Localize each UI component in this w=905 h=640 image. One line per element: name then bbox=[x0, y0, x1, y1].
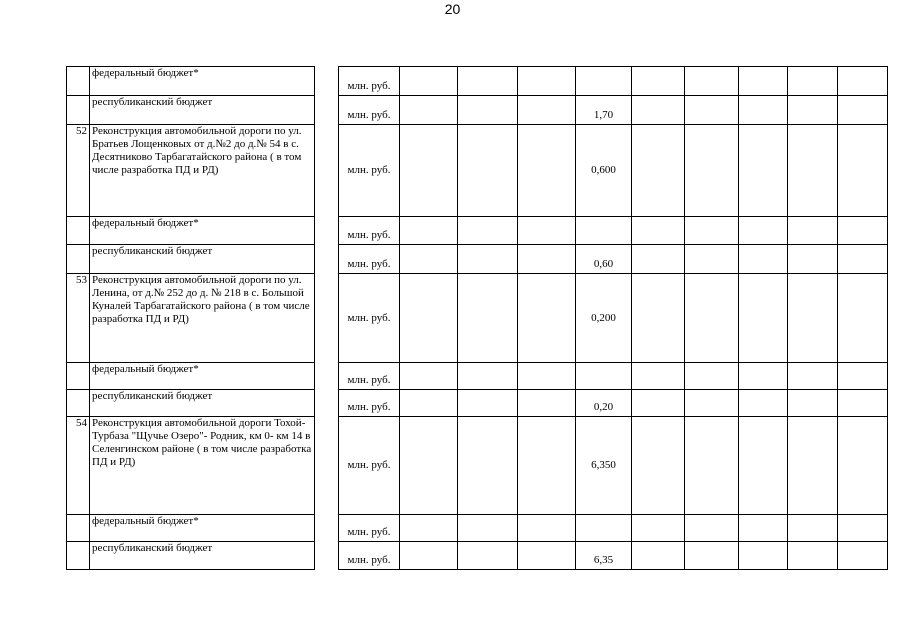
budget-source-row bbox=[67, 96, 888, 125]
empty-cell bbox=[400, 67, 458, 96]
unit-cell: млн. руб. bbox=[339, 245, 400, 274]
budget-table bbox=[66, 66, 888, 570]
empty-cell bbox=[632, 217, 685, 245]
unit-cell: млн. руб. bbox=[339, 390, 400, 417]
empty-cell bbox=[400, 363, 458, 390]
row-name-cell: республиканский бюджет bbox=[90, 542, 315, 570]
spacer-cell bbox=[315, 515, 339, 542]
empty-cell bbox=[739, 125, 788, 217]
empty-cell bbox=[838, 217, 888, 245]
empty-cell bbox=[518, 390, 576, 417]
spacer-cell bbox=[315, 96, 339, 125]
value-cell bbox=[576, 515, 632, 542]
empty-cell bbox=[788, 390, 838, 417]
row-number-cell bbox=[67, 245, 90, 274]
empty-cell bbox=[788, 96, 838, 125]
budget-source-row bbox=[67, 542, 888, 570]
empty-cell bbox=[838, 96, 888, 125]
empty-cell bbox=[632, 390, 685, 417]
empty-cell bbox=[458, 96, 518, 125]
spacer-cell bbox=[315, 390, 339, 417]
empty-cell bbox=[632, 96, 685, 125]
empty-cell bbox=[458, 245, 518, 274]
empty-cell bbox=[400, 96, 458, 125]
row-number-cell bbox=[67, 363, 90, 390]
spacer-cell bbox=[315, 245, 339, 274]
empty-cell bbox=[400, 417, 458, 515]
empty-cell bbox=[788, 542, 838, 570]
project-row bbox=[67, 125, 888, 217]
value-cell: 0,20 bbox=[576, 390, 632, 417]
empty-cell bbox=[788, 417, 838, 515]
project-row bbox=[67, 417, 888, 515]
empty-cell bbox=[632, 67, 685, 96]
empty-cell bbox=[518, 245, 576, 274]
empty-cell bbox=[458, 363, 518, 390]
empty-cell bbox=[685, 245, 739, 274]
spacer-cell bbox=[315, 417, 339, 515]
budget-source-row bbox=[67, 245, 888, 274]
empty-cell bbox=[685, 125, 739, 217]
row-name-cell: федеральный бюджет* bbox=[90, 515, 315, 542]
empty-cell bbox=[518, 363, 576, 390]
empty-cell bbox=[400, 245, 458, 274]
budget-source-row bbox=[67, 390, 888, 417]
empty-cell bbox=[739, 542, 788, 570]
unit-cell: млн. руб. bbox=[339, 67, 400, 96]
empty-cell bbox=[458, 217, 518, 245]
empty-cell bbox=[458, 542, 518, 570]
empty-cell bbox=[739, 96, 788, 125]
empty-cell bbox=[685, 542, 739, 570]
row-number-cell: 54 bbox=[67, 417, 90, 515]
empty-cell bbox=[458, 125, 518, 217]
budget-source-row bbox=[67, 515, 888, 542]
budget-source-row bbox=[67, 67, 888, 96]
row-name-cell: республиканский бюджет bbox=[90, 390, 315, 417]
empty-cell bbox=[838, 274, 888, 363]
empty-cell bbox=[458, 67, 518, 96]
empty-cell bbox=[685, 390, 739, 417]
value-cell: 6,35 bbox=[576, 542, 632, 570]
empty-cell bbox=[788, 217, 838, 245]
empty-cell bbox=[739, 390, 788, 417]
empty-cell bbox=[685, 363, 739, 390]
row-name-cell: федеральный бюджет* bbox=[90, 67, 315, 96]
unit-cell: млн. руб. bbox=[339, 274, 400, 363]
unit-cell: млн. руб. bbox=[339, 363, 400, 390]
page-number: 20 bbox=[444, 1, 461, 17]
empty-cell bbox=[400, 542, 458, 570]
row-number-cell bbox=[67, 67, 90, 96]
value-cell: 0,60 bbox=[576, 245, 632, 274]
unit-cell: млн. руб. bbox=[339, 217, 400, 245]
empty-cell bbox=[788, 274, 838, 363]
empty-cell bbox=[739, 363, 788, 390]
empty-cell bbox=[739, 67, 788, 96]
empty-cell bbox=[632, 245, 685, 274]
empty-cell bbox=[685, 417, 739, 515]
empty-cell bbox=[518, 125, 576, 217]
empty-cell bbox=[518, 515, 576, 542]
value-cell bbox=[576, 67, 632, 96]
empty-cell bbox=[685, 217, 739, 245]
value-cell bbox=[576, 363, 632, 390]
spacer-cell bbox=[315, 125, 339, 217]
empty-cell bbox=[632, 274, 685, 363]
table-body bbox=[67, 67, 888, 570]
empty-cell bbox=[400, 125, 458, 217]
empty-cell bbox=[518, 96, 576, 125]
spacer-cell bbox=[315, 363, 339, 390]
empty-cell bbox=[739, 217, 788, 245]
row-name-cell: Реконструкция автомобильной дороги Тохой- Турбаза "Щучье Озеро"- Родник, км 0- км 14 в Селенгинском районе ( в том числе разработка ПД и РД) bbox=[90, 417, 315, 515]
empty-cell bbox=[788, 515, 838, 542]
budget-source-row bbox=[67, 217, 888, 245]
unit-cell: млн. руб. bbox=[339, 417, 400, 515]
empty-cell bbox=[838, 245, 888, 274]
row-name-cell: Реконструкция автомобильной дороги по ул. Братьев Лощенковых от д.№2 до д.№ 54 в с. Десятниково Тарбагатайского района ( в том числе разработка ПД и РД) bbox=[90, 125, 315, 217]
unit-cell: млн. руб. bbox=[339, 96, 400, 125]
empty-cell bbox=[838, 417, 888, 515]
empty-cell bbox=[518, 217, 576, 245]
empty-cell bbox=[400, 390, 458, 417]
empty-cell bbox=[518, 542, 576, 570]
budget-source-row bbox=[67, 363, 888, 390]
empty-cell bbox=[400, 515, 458, 542]
empty-cell bbox=[632, 515, 685, 542]
empty-cell bbox=[632, 542, 685, 570]
empty-cell bbox=[788, 125, 838, 217]
empty-cell bbox=[632, 363, 685, 390]
empty-cell bbox=[838, 67, 888, 96]
row-name-cell: республиканский бюджет bbox=[90, 245, 315, 274]
row-number-cell: 52 bbox=[67, 125, 90, 217]
empty-cell bbox=[788, 363, 838, 390]
empty-cell bbox=[739, 515, 788, 542]
empty-cell bbox=[685, 67, 739, 96]
empty-cell bbox=[518, 274, 576, 363]
row-number-cell bbox=[67, 542, 90, 570]
row-number-cell bbox=[67, 217, 90, 245]
value-cell bbox=[576, 217, 632, 245]
empty-cell bbox=[838, 363, 888, 390]
empty-cell bbox=[838, 542, 888, 570]
row-number-cell bbox=[67, 515, 90, 542]
row-name-cell: федеральный бюджет* bbox=[90, 217, 315, 245]
empty-cell bbox=[788, 245, 838, 274]
empty-cell bbox=[458, 274, 518, 363]
empty-cell bbox=[739, 274, 788, 363]
empty-cell bbox=[518, 417, 576, 515]
unit-cell: млн. руб. bbox=[339, 542, 400, 570]
spacer-cell bbox=[315, 217, 339, 245]
empty-cell bbox=[685, 274, 739, 363]
project-row bbox=[67, 274, 888, 363]
value-cell: 0,200 bbox=[576, 274, 632, 363]
row-number-cell bbox=[67, 390, 90, 417]
spacer-cell bbox=[315, 67, 339, 96]
unit-cell: млн. руб. bbox=[339, 125, 400, 217]
empty-cell bbox=[518, 67, 576, 96]
empty-cell bbox=[838, 515, 888, 542]
empty-cell bbox=[458, 515, 518, 542]
empty-cell bbox=[685, 96, 739, 125]
row-name-cell: федеральный бюджет* bbox=[90, 363, 315, 390]
value-cell: 0,600 bbox=[576, 125, 632, 217]
value-cell: 1,70 bbox=[576, 96, 632, 125]
empty-cell bbox=[788, 67, 838, 96]
empty-cell bbox=[400, 217, 458, 245]
row-name-cell: Реконструкция автомобильной дороги по ул. Ленина, от д.№ 252 до д. № 218 в с. Большой Куналей Тарбагатайского района ( в том числе разработка ПД и РД) bbox=[90, 274, 315, 363]
empty-cell bbox=[739, 417, 788, 515]
empty-cell bbox=[458, 390, 518, 417]
empty-cell bbox=[838, 390, 888, 417]
row-number-cell: 53 bbox=[67, 274, 90, 363]
empty-cell bbox=[632, 125, 685, 217]
spacer-cell bbox=[315, 542, 339, 570]
row-name-cell: республиканский бюджет bbox=[90, 96, 315, 125]
unit-cell: млн. руб. bbox=[339, 515, 400, 542]
value-cell: 6,350 bbox=[576, 417, 632, 515]
empty-cell bbox=[400, 274, 458, 363]
empty-cell bbox=[739, 245, 788, 274]
empty-cell bbox=[685, 515, 739, 542]
spacer-cell bbox=[315, 274, 339, 363]
row-number-cell bbox=[67, 96, 90, 125]
empty-cell bbox=[838, 125, 888, 217]
empty-cell bbox=[632, 417, 685, 515]
empty-cell bbox=[458, 417, 518, 515]
